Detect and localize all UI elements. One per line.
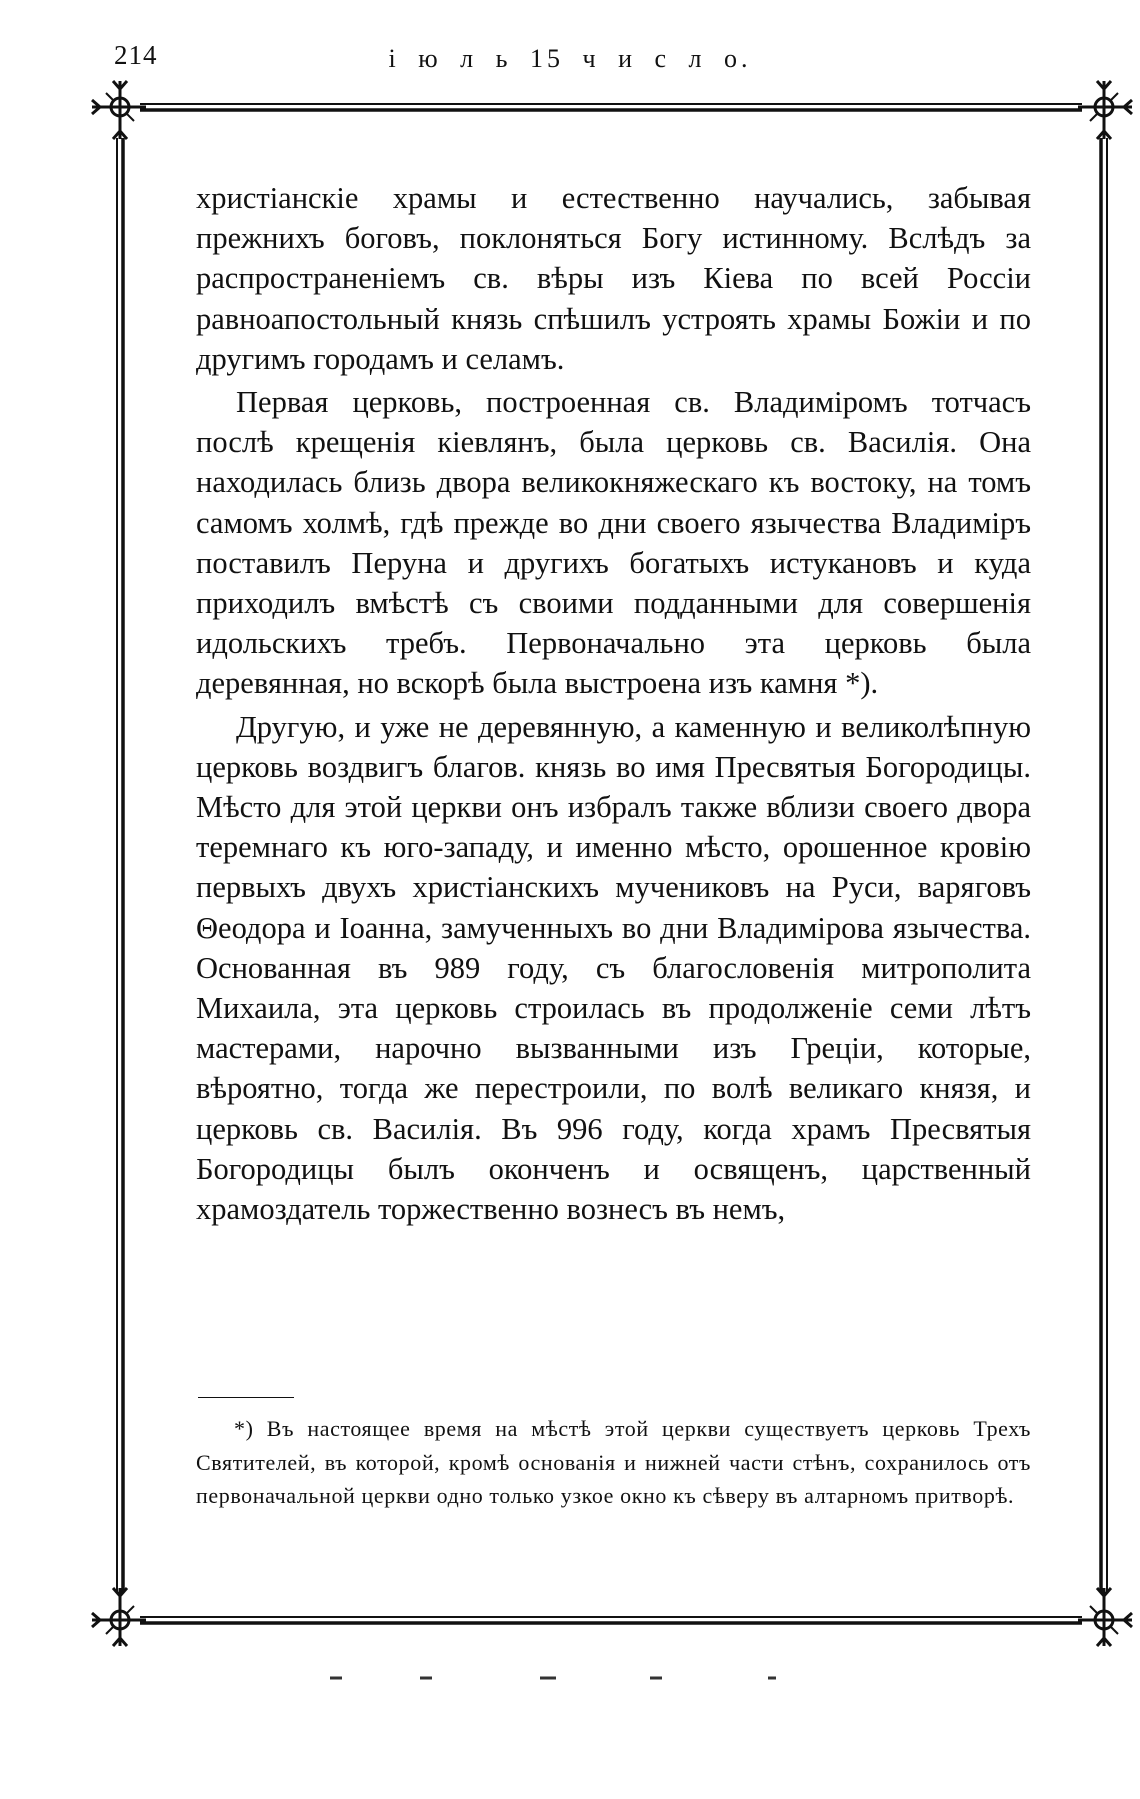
header-letter: 15 <box>529 44 564 73</box>
header-letter: с <box>654 44 671 73</box>
top-rule <box>140 104 1082 110</box>
left-border <box>117 138 123 1592</box>
paragraph: Другую, и уже не деревянную, а каменную и великолѣпную церковь воздвигъ благов. князь во имя Пресвятыя Богородицы. Мѣсто для этой церкви онъ избралъ также вблизи своего двора теремнаго къ юго-западу, и именно мѣсто, орошенное кровію первыхъ двухъ христіанскихъ мучениковъ на Руси, варяговъ Θеодора и Іоанна, замученныхъ во дни Владимірова язычества. Основанная въ 989 году, съ благословенія митрополита Михаила, эта церковь строилась въ продолженіе семи лѣтъ мастерами, нарочно вызванными изъ Греціи, которые, вѣроятно, тогда же перестроили, по волѣ великаго князя, и церковь св. Василія. Въ 996 году, когда храмъ Пресвятыя Богородицы былъ оконченъ и освященъ, царственный храмоздатель торжественно вознесъ въ немъ, <box>196 709 1031 1227</box>
corner-ornament-bottom-right <box>1078 1588 1132 1646</box>
header-letter: ь <box>495 44 512 73</box>
header-letter: ч <box>582 44 600 73</box>
paragraph: христіанскіе храмы и естественно научались, забывая прежнихъ боговъ, поклоняться Богу истинному. Вслѣдъ за распространеніемъ св. вѣры изъ Кіева по всей Россіи равноапостольный князь спѣшилъ устроять храмы Божіи и по другимъ городамъ и селамъ. <box>196 181 1031 376</box>
corner-ornament-top-left <box>92 81 146 139</box>
header-letter: л <box>688 44 706 73</box>
header-letter: и <box>618 44 636 73</box>
main-text <box>196 178 1031 1232</box>
paragraph: Первая церковь, построенная св. Владиміромъ тотчасъ послѣ крещенія кіевлянъ, была церковь св. Василія. Она находилась близь двора великокняжескаго къ востоку, на томъ самомъ холмѣ, гдѣ прежде во дни своего язычества Владиміръ поставилъ Перуна и другихъ богатыхъ истукановъ и куда приходилъ вмѣстѣ съ своими подданными для совершенія идольскихъ требъ. Первоначально эта церковь была деревянная, но вскорѣ была выстроена изъ камня *). <box>196 385 1031 701</box>
footnote: *) Въ настоящее время на мѣстѣ этой церкви существуетъ церковь Трехъ Святителей, въ которой, кромѣ основанія и нижней части стѣнъ, сохранилось отъ первоначальной церкви одно только узкое окно къ сѣверу въ алтарномъ притворѣ. <box>196 1416 1031 1508</box>
page-number: 214 <box>114 40 158 70</box>
bottom-rule <box>140 1617 1082 1623</box>
corner-ornament-bottom-left <box>92 1588 146 1646</box>
header-letter: ю <box>418 44 442 73</box>
header-letter: і <box>388 44 400 73</box>
corner-ornament-top-right <box>1078 81 1132 139</box>
header-letter: л <box>460 44 478 73</box>
header-letter: о. <box>724 44 752 73</box>
right-border <box>1101 138 1107 1592</box>
footnote-divider <box>198 1397 294 1398</box>
